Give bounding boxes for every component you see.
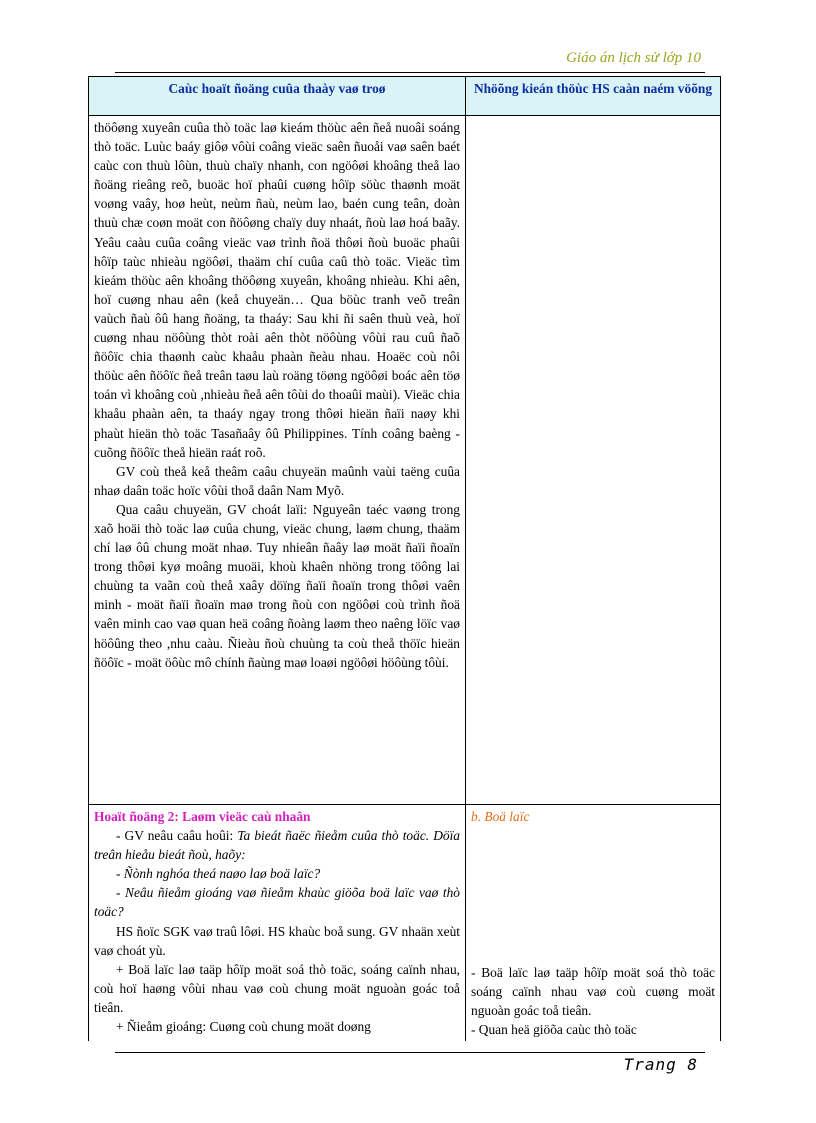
question-text: - Ñònh nghóa theá naøo laø boä laïc?	[116, 866, 321, 882]
page-header-title: Giáo án lịch sử lớp 10	[566, 50, 701, 66]
teacher-activities-cell	[89, 805, 466, 1042]
paragraph: thöôøng xuyeân cuûa thò toäc laø kieám thöùc aên ñeå nuoâi soáng thò toäc. Luùc baáy giôø vôùi coâng vieäc saên ñuoåi vaø saên baét caùc con thuù lôùn, thuù chaïy nhanh, con ngöôøi khoâng theå lao ñoäng rieâng reõ, buoäc hoï phaûi cuøng hôïp söùc thaønh moät voøng vaây, hoø heùt, neùm ñaù, neùm lao, baén cung teân, doàn thuù chæ coøn moät con ñöôøng chaïy duy nhaát, ñoù laø hoá baãy. Yeâu caàu cuûa coâng vieäc vaø trình ñoä thôøi ñoù buoäc phaûi hôïp taùc nhieàu ngöôøi, thaäm chí cuûa caû thò toäc. Vieäc tìm kieám thöùc aên khoâng thöôøng xuyeân, khoâng nhieàu. Khi aên, hoï cuøng nhau aên (keå chuyeän… Qua böùc tranh veõ treân vaùch ñaù ôû hang ñoäng, ta thaáy: Sau khi ñi saên thuù veà, hoï cuøng nhau nöôùng thòt roài aên thòt nöôùng vôùi rau cuû ñaõ ñöôïc chia thaønh caùc khaåu phaàn ñeàu nhau. Hoaëc coù nôi thöùc aên ñöôïc ñeå treân taøu laù roäng töøng ngöôøi boác aên töø toán vì khoâng coù ,nhieàu ñeå aên tôùi do thoaûi maùi). Vieäc chia khaåu phaàn aên, ta thaáy ngay trong thôøi hieän ñaïi naøy khi phaùt hieän thò toäc Tasañaây ôû Philippines. Tính coâng baèng - cuõng ñöôïc theå hieän raát roõ.	[94, 120, 460, 460]
paragraph: + Boä laïc laø taäp hôïp moät soá thò toäc, soáng caïnh nhau, coù hoï haøng vôùi nhau vaø coù chung moät nguoàn goác toå tieân.	[94, 961, 460, 1015]
question-text: - Neâu ñieåm gioáng vaø ñieåm khaùc giöõa boä laïc vaø thò toäc?	[94, 885, 460, 920]
table-row	[89, 116, 721, 805]
question-item	[94, 864, 460, 883]
section-heading: b. Boä laïc	[471, 809, 530, 824]
paragraph: GV coù theå keå theâm caâu chuyeän maûnh vaùi taëng cuûa nhaø daân toäc hoïc vôùi thoå daân Nam Myõ.	[94, 463, 460, 498]
paragraph: HS ñoïc SGK vaø traû lôøi. HS khaùc boå sung. GV nhaän xeùt vaø choát yù.	[94, 923, 460, 958]
activity-title: Hoaït ñoäng 2: Laøm vieäc caù nhaân	[94, 809, 311, 824]
table-header-row	[89, 77, 721, 116]
page-number: Trang 8	[623, 1055, 698, 1074]
knowledge-cell	[466, 116, 721, 805]
question-intro-italic: Ta bieát ñaëc ñieåm cuûa thò toäc. Döïa treân hieåu bieát ñoù, haõy:	[94, 828, 460, 863]
knowledge-cell	[466, 805, 721, 1042]
col1-header: Caùc hoaït ñoäng cuûa thaày vaø troø	[89, 77, 466, 116]
header-rule	[115, 72, 705, 73]
teacher-activities-cell	[89, 116, 466, 805]
paragraph: - Quan heä giöõa caùc thò toäc	[471, 1022, 637, 1038]
spacer	[471, 826, 715, 963]
lesson-table	[88, 76, 721, 1041]
footer-rule	[115, 1052, 705, 1053]
paragraph: Qua caâu chuyeän, GV choát laïi: Nguyeân taéc vaøng trong xaõ hoäi thò toäc laø cuûa chung, vieäc chung, laøm chung, thaäm chí laø ôû chung moät nhaø. Tuy nhieân ñaây laø moät ñaïi ñoaïn trong thôøi kyø moâng muoäi, khoù khaên nhöng trong töông lai chuùng ta vaãn coù theå xaây döïng ñaïi ñoaïn trong thôøi vaên minh - moät ñaïi ñoaïn maø trong ñoù con ngöôøi coù trình ñoä vaên minh cao vaø quan heä coâng ñoàng laøm theo naêng löïc vaø höôûng theo ,nhu caàu. Ñieàu ñoù chuùng ta coù theå thöïc hieän ñöôïc - moät öôùc mô chính ñaùng maø loaøi ngöôøi höôùng tôùi.	[94, 501, 460, 670]
question-item	[94, 883, 460, 921]
paragraph: - Boä laïc laø taäp hôïp moät soá thò toäc soáng caïnh nhau vaø coù cuøng moät nguoàn goác toå tieân.	[471, 965, 715, 1019]
question-intro-plain: - GV neâu caâu hoûi:	[116, 828, 238, 844]
col2-header: Nhöõng kieán thöùc HS caàn naém vöõng	[466, 77, 721, 116]
question-intro	[94, 826, 460, 864]
table-row	[89, 805, 721, 1042]
paragraph: + Ñieåm gioáng: Cuøng coù chung moät doøng	[116, 1019, 371, 1035]
